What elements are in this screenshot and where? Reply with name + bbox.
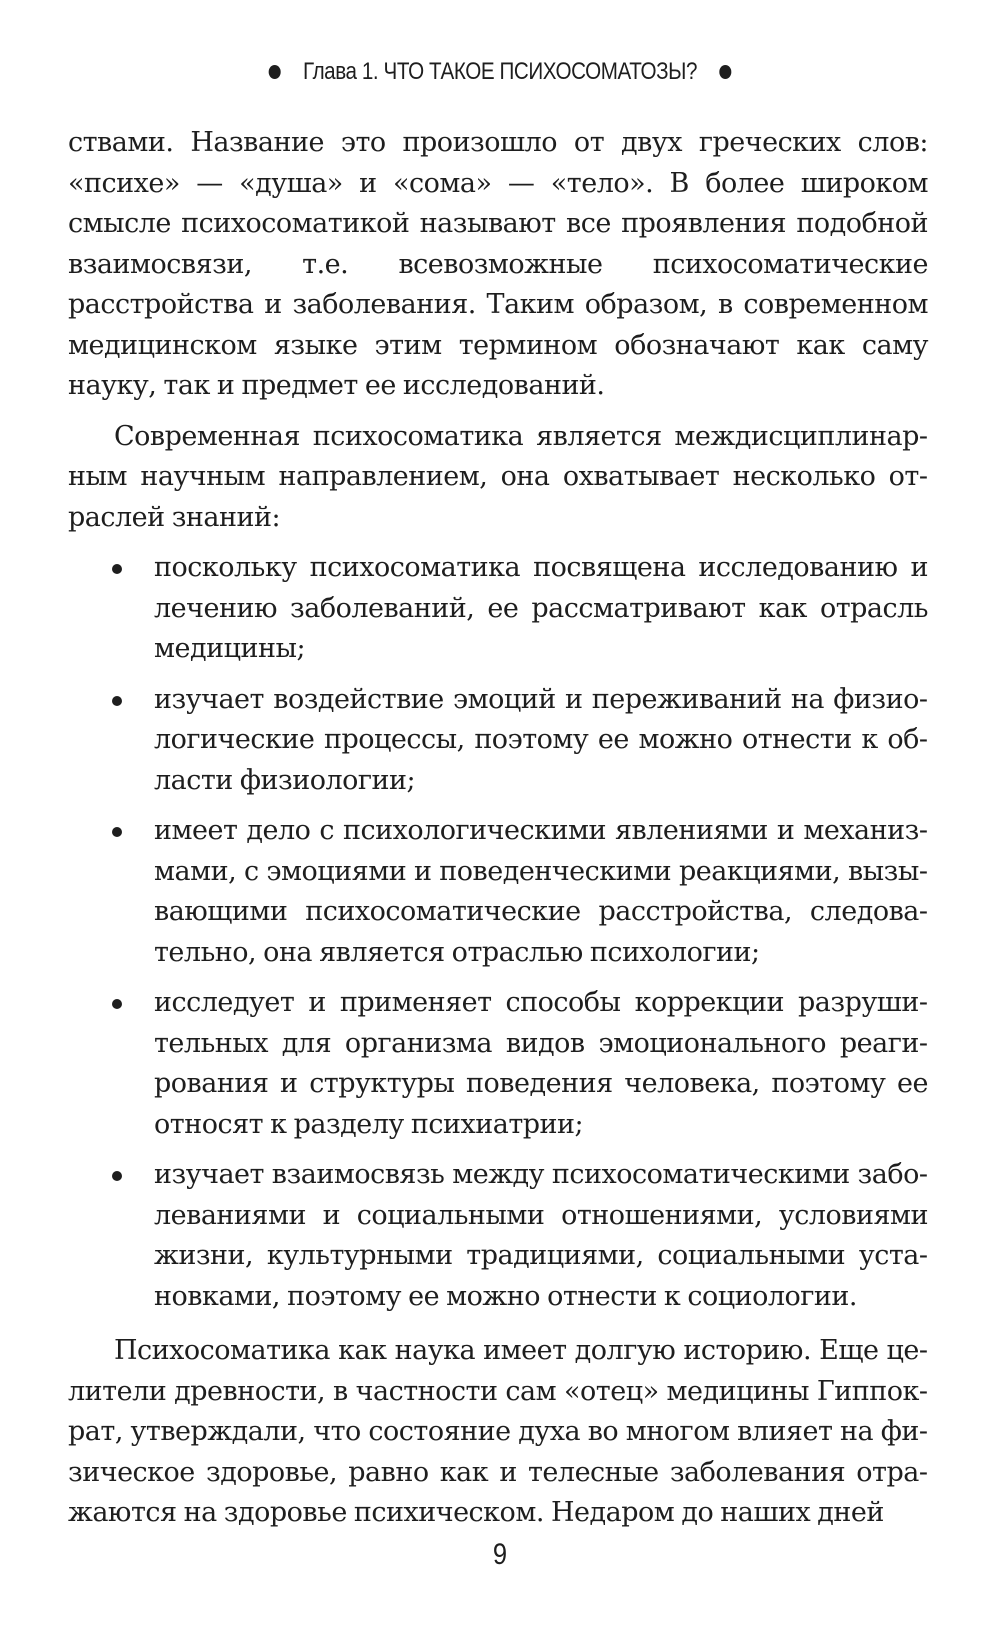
- bullet-icon: [112, 999, 122, 1009]
- bullet-list: [68, 548, 928, 1317]
- list-item: [68, 548, 928, 670]
- bullet-icon: [112, 827, 122, 837]
- list-item: [68, 1155, 928, 1317]
- bullet-icon: [112, 1171, 122, 1181]
- page-body: [68, 123, 928, 1534]
- running-head-right-bullet-icon: [719, 65, 731, 79]
- list-item-text: изучает взаимосвязь между психосоматическими заболеваниями и социальными отношениями, условиями жизни, культурными традициями, социальными установками, поэтому ее можно отнести к социологии.: [154, 1159, 928, 1312]
- list-item: [68, 983, 928, 1145]
- paragraph-2: Современная психосоматика является междисциплинарным научным направлением, она охватывает несколько отраслей знаний:: [68, 420, 928, 533]
- list-item: [68, 811, 928, 973]
- bullet-icon: [112, 696, 122, 706]
- paragraph-3: Психосоматика как наука имеет долгую историю. Еще целители древности, в частности сам «отец» медицины Гиппократ, утверждали, что состояние духа во многом влияет на физическое здоровье, равно как и телесные заболевания отражаются на здоровье психическом. Недаром до наших дней: [68, 1335, 928, 1528]
- running-head: [70, 58, 930, 86]
- list-item-text: поскольку психосоматика посвящена исследованию и лечению заболеваний, ее рассматривают как отрасль медицины;: [154, 552, 928, 664]
- page-number: 9: [492, 1538, 508, 1571]
- list-item-text: изучает воздействие эмоций и переживаний на физиологические процессы, поэтому ее можно отнести к области физиологии;: [154, 683, 928, 796]
- bullet-icon: [112, 564, 122, 574]
- list-item-text: имеет дело с психологическими явлениями и механизмами, с эмоциями и поведенческими реакциями, вызывающими психосоматические расстройства, следовательно, она является отраслью психологии;: [154, 815, 928, 968]
- list-item-text: исследует и применяет способы коррекции разрушительных для организма видов эмоционального реагирования и структуры поведения человека, поэтому ее относят к разделу психиатрии;: [154, 987, 928, 1140]
- running-head-left-bullet-icon: [269, 65, 281, 79]
- list-item: [68, 680, 928, 802]
- paragraph-1: ствами. Название это произошло от двух греческих слов: «психе» — «душа» и «сома» — «тело». В более широком смысле психосоматикой называют все проявления подобной взаимосвязи, т.е. всевозможные психосоматические расстройства и заболевания. Таким образом, в современном медицинском языке этим термином обозначают как саму науку, так и предмет ее исследований.: [68, 127, 928, 401]
- chapter-title: Глава 1. ЧТО ТАКОЕ ПСИХОСОМАТОЗЫ?: [302, 58, 698, 85]
